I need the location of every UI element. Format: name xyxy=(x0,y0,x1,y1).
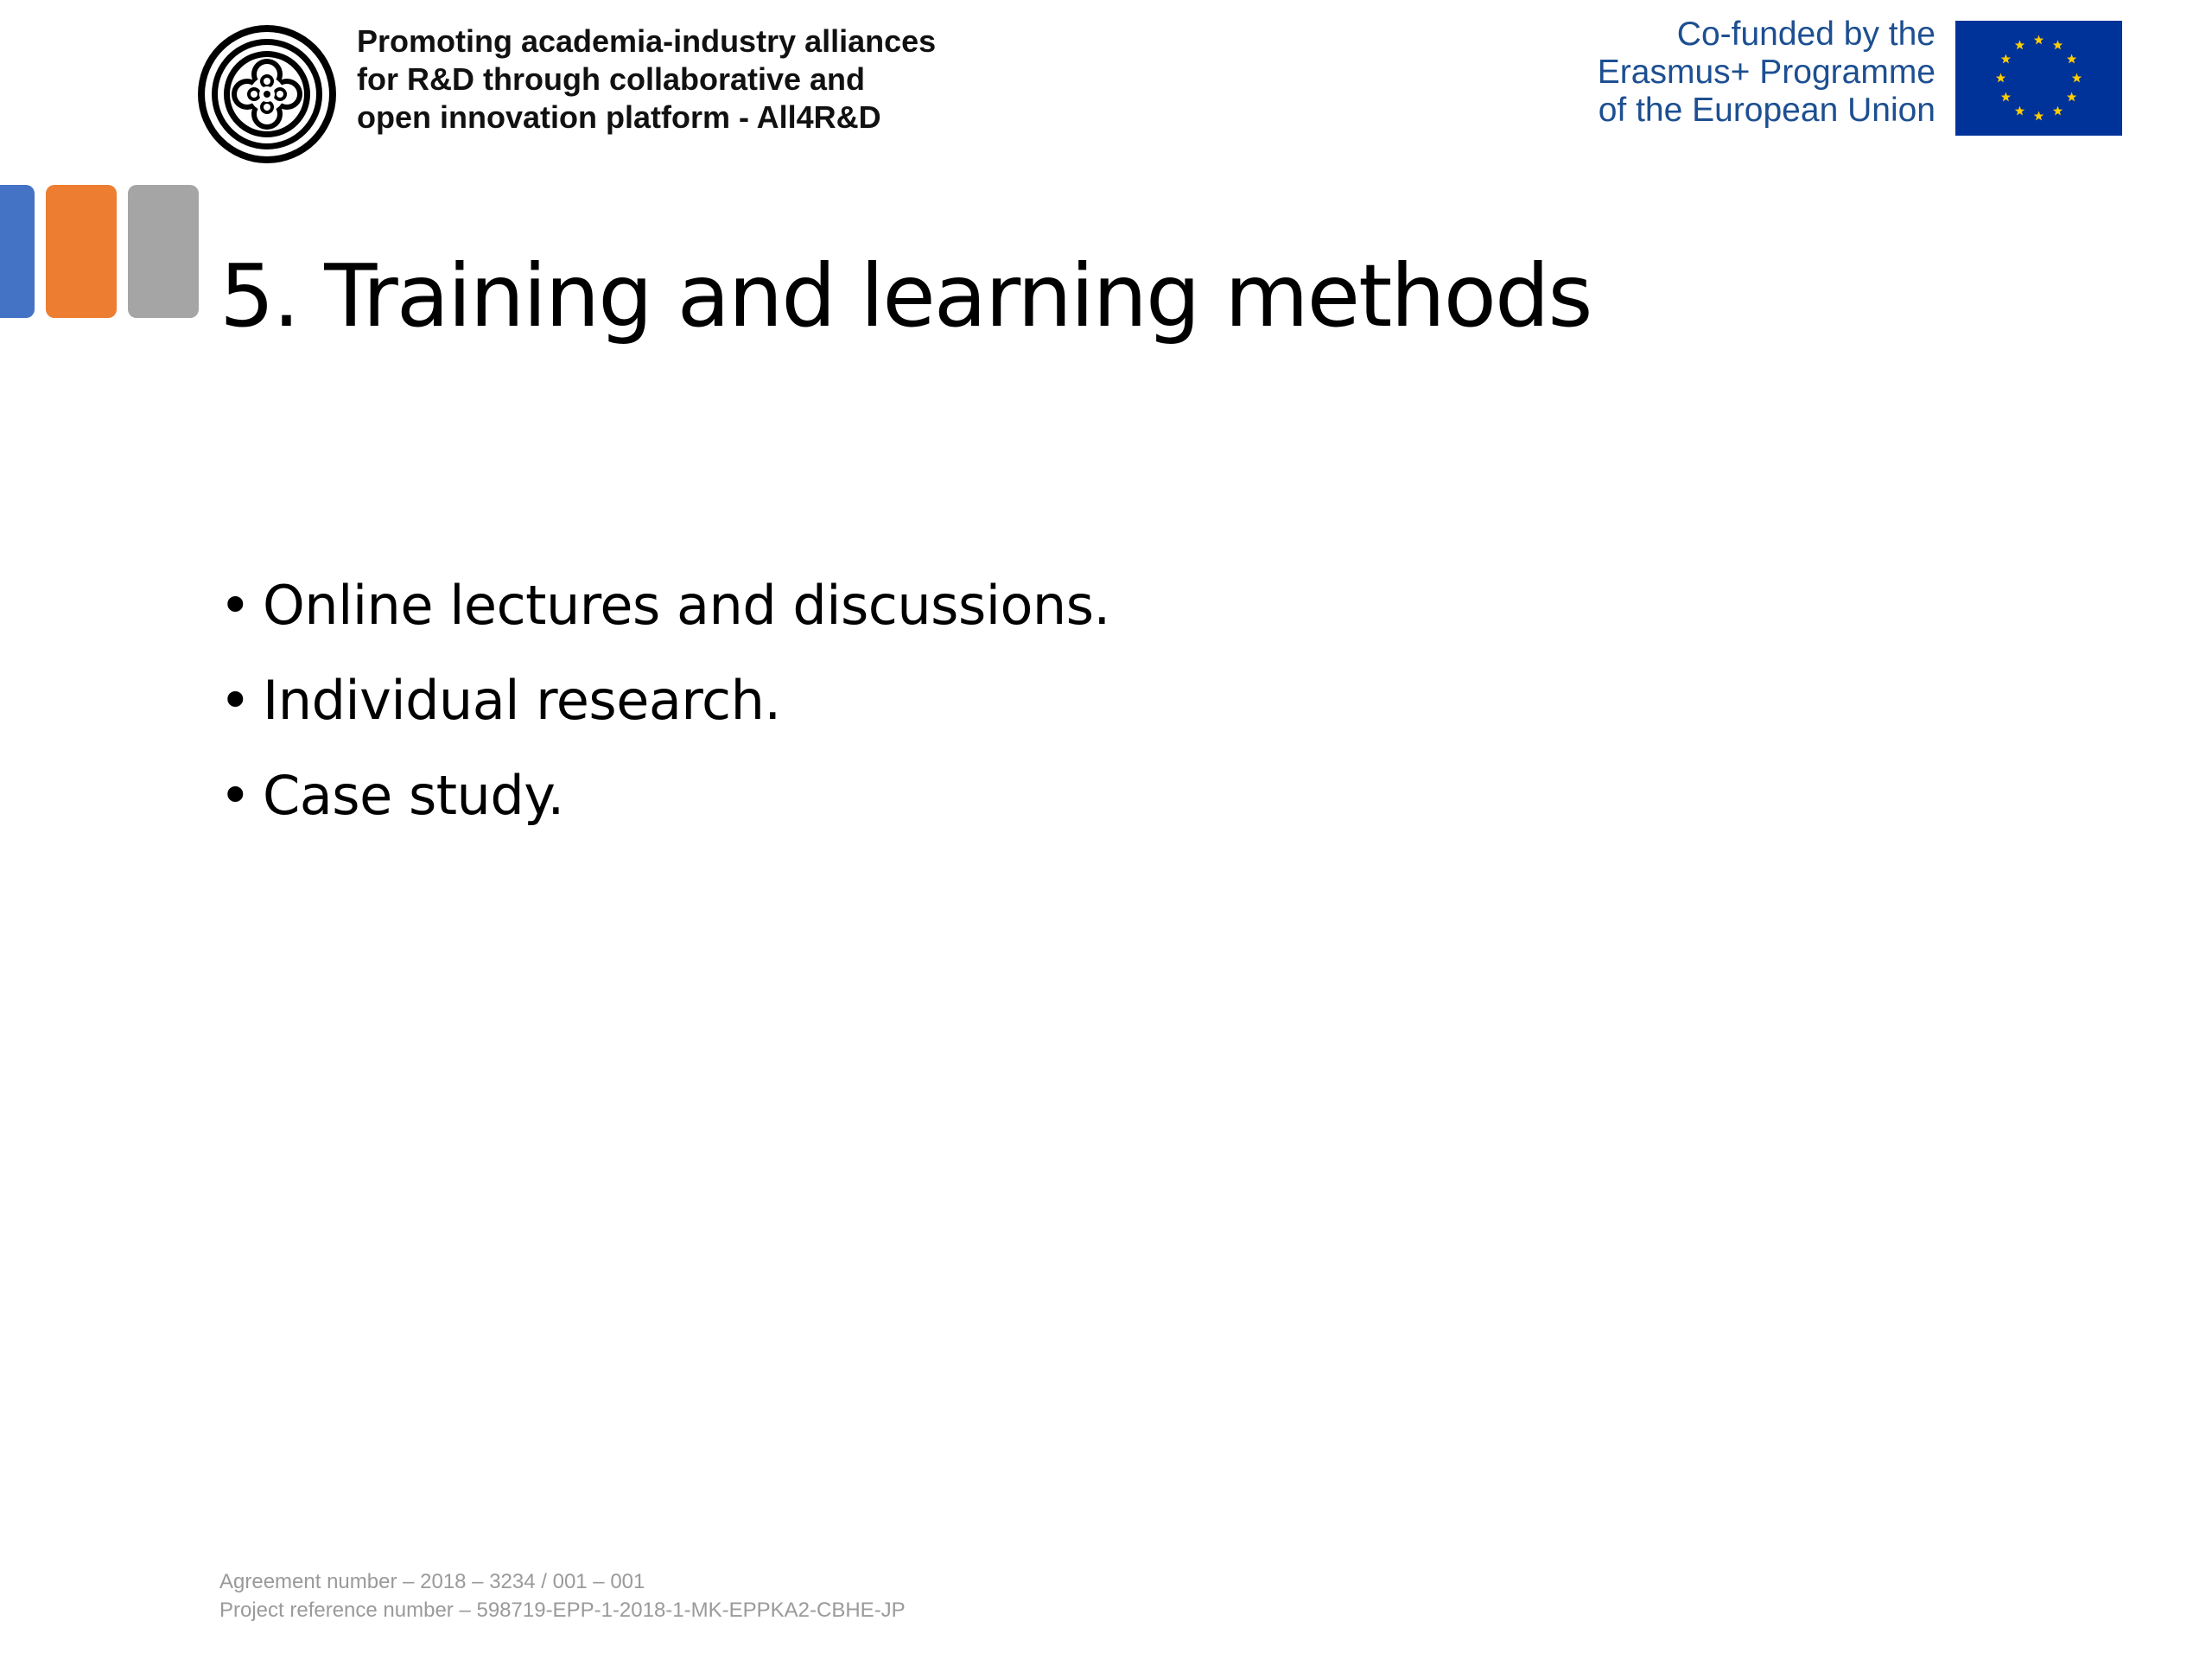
cofunded-text-block xyxy=(1547,16,1936,130)
bullet-text: Case study. xyxy=(263,764,564,827)
bullet-dot-icon: • xyxy=(219,669,251,732)
project-title-line-3: open innovation platform - All4R&D xyxy=(357,99,881,135)
bullet-text: Online lectures and discussions. xyxy=(263,574,1110,637)
project-title-line-2: for R&D through collaborative and xyxy=(357,61,866,97)
decor-bar-orange xyxy=(46,185,117,318)
decor-bar-gray xyxy=(128,185,199,318)
bullet-list xyxy=(219,564,1110,849)
cofunded-line-2: Erasmus+ Programme xyxy=(1597,54,1936,91)
bullet-text: Individual research. xyxy=(263,669,781,732)
project-title-block xyxy=(357,22,1014,137)
bullet-dot-icon: • xyxy=(219,574,251,637)
project-reference-number: Project reference number – 598719-EPP-1-2018-1-MK-EPPKA2-CBHE-JP xyxy=(219,1599,906,1622)
footer xyxy=(219,1567,906,1624)
decor-bar-blue xyxy=(0,185,35,318)
cofunded-line-1: Co-funded by the xyxy=(1676,16,1936,53)
project-logo-icon xyxy=(195,22,339,166)
slide-title: 5. Training and learning methods xyxy=(219,245,1592,346)
project-title-line-1: Promoting academia-industry alliances xyxy=(357,23,937,59)
bullet-item xyxy=(219,564,1110,659)
bullet-dot-icon: • xyxy=(219,764,251,827)
bullet-item xyxy=(219,754,1110,849)
cofunded-line-3: of the European Union xyxy=(1598,92,1936,129)
bullet-item xyxy=(219,659,1110,754)
eu-flag-icon xyxy=(1955,21,2122,136)
agreement-number: Agreement number – 2018 – 3234 / 001 – 001 xyxy=(219,1570,645,1593)
